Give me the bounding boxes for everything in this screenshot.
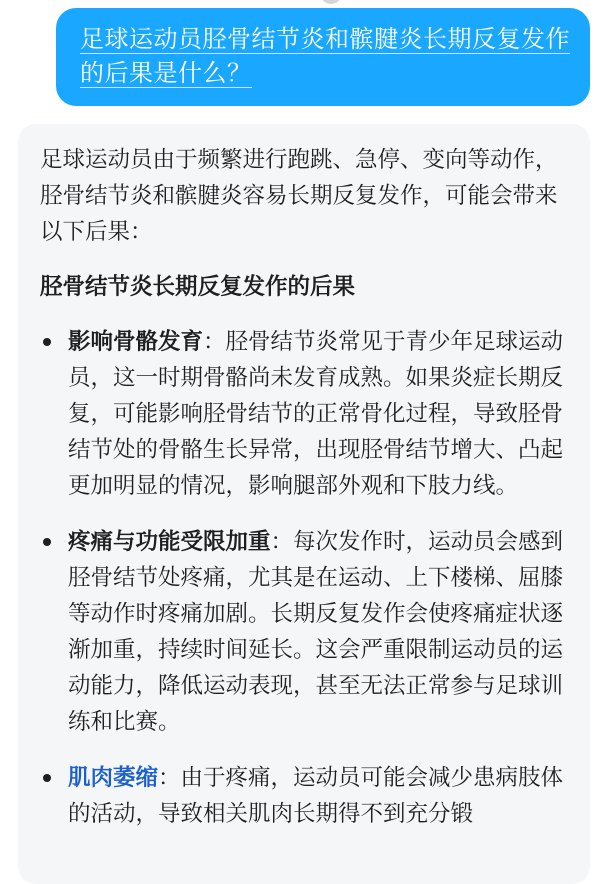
question-line-1: 足球运动员胫骨结节炎和髌腱炎长期反复发作 xyxy=(80,25,570,53)
term-link[interactable]: 肌肉萎缩 xyxy=(68,765,159,791)
point-text: 由于疼痛，运动员可能会减少患病肢体的活动，导致相关肌肉长期得不到充分锻 xyxy=(68,765,564,827)
avatar xyxy=(320,0,342,4)
point-colon: ： xyxy=(203,329,226,355)
section-title: 胫骨结节炎长期反复发作的后果 xyxy=(40,274,356,300)
point-text: 每次发作时，运动员会感到胫骨结节处疼痛，尤其是在运动、上下楼梯、屈膝等动作时疼痛加剧。长期反复发作会使疼痛症状逐渐加重，持续时间延长。这会严重限制运动员的运动能力，降低运动表现，甚至无法正常参与足球训练和比赛。 xyxy=(68,529,564,735)
bullet-icon xyxy=(43,338,51,346)
consequence-list xyxy=(40,324,566,832)
point-text: 胫骨结节炎常见于青少年足球运动员，这一时期骨骼尚未发育成熟。如果炎症长期反复，可能影响胫骨结节的正常骨化过程，导致胫骨结节处的骨骼生长异常，出现胫骨结节增大、凸起更加明显的情况，影响腿部外观和下肢力线。 xyxy=(68,329,564,499)
user-message-bubble[interactable] xyxy=(56,8,590,106)
user-message-text xyxy=(80,22,570,90)
assistant-answer-card xyxy=(18,124,590,884)
list-item xyxy=(40,324,566,504)
point-colon: ： xyxy=(270,529,294,555)
point-term: 影响骨骼发育 xyxy=(68,329,204,355)
list-item xyxy=(40,524,566,740)
point-colon: ： xyxy=(158,765,181,791)
question-line-2: 的后果是什么？ xyxy=(80,59,252,87)
list-item xyxy=(40,760,566,832)
bullet-icon xyxy=(43,538,51,546)
answer-intro: 足球运动员由于频繁进行跑跳、急停、变向等动作，胫骨结节炎和髌腱炎容易长期反复发作，可能会带来以下后果： xyxy=(40,147,558,245)
point-term: 疼痛与功能受限加重 xyxy=(68,529,271,555)
bullet-icon xyxy=(43,774,51,782)
